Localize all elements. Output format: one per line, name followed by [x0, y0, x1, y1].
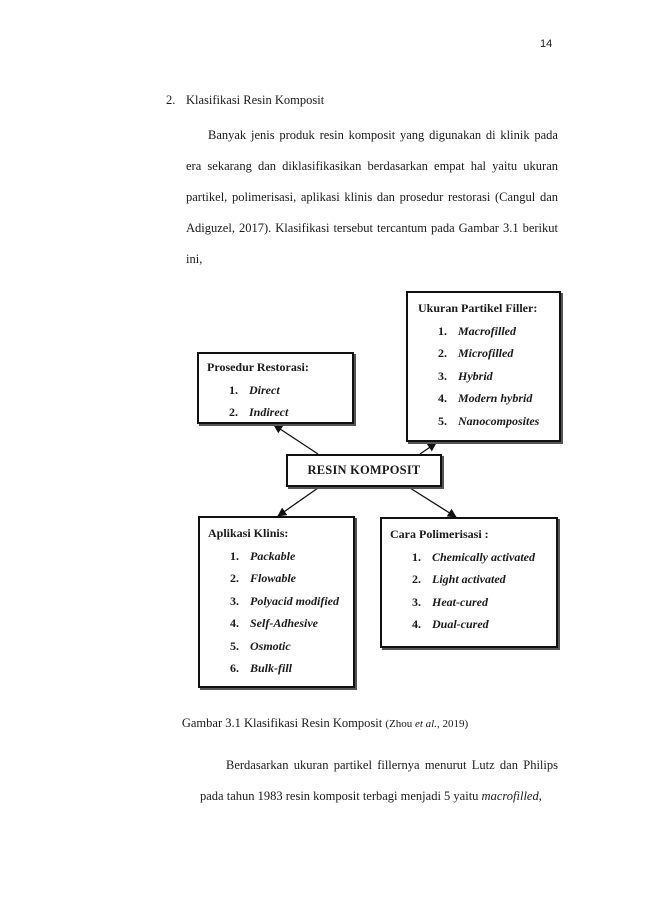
item-number: 1. — [412, 549, 421, 564]
item-number: 6. — [230, 661, 239, 676]
item-number: 4. — [412, 617, 421, 632]
connector-to-cara — [410, 488, 456, 517]
item-number: 2. — [229, 405, 238, 420]
caption-label: Gambar 3.1 Klasifikasi Resin Komposit — [181, 716, 383, 730]
item-text: Dual-cured — [432, 617, 489, 632]
item-text: Hybrid — [458, 368, 493, 383]
paragraph-2-italic: macrofilled, — [481, 789, 542, 803]
item-number: 1. — [230, 548, 239, 563]
item-number: 3. — [438, 368, 447, 383]
item-number: 2. — [230, 571, 239, 586]
body-paragraph-2 — [200, 750, 558, 812]
item-number: 3. — [230, 593, 239, 608]
list-item — [230, 658, 345, 681]
ukuran-list — [418, 320, 551, 433]
item-text: Light activated — [432, 572, 506, 587]
cara-title: Cara Polimerisasi : — [390, 527, 489, 541]
list-item — [230, 613, 345, 636]
citation-etal: et al. — [414, 718, 437, 730]
item-text: Self-Adhesive — [250, 616, 318, 631]
connector-to-ukuran — [420, 443, 436, 454]
page-number: 14 — [540, 38, 553, 50]
item-text: Indirect — [249, 405, 289, 420]
figure-caption — [0, 716, 650, 731]
box-resin-komposit — [286, 454, 442, 487]
item-number: 5. — [438, 413, 447, 428]
connector-to-aplikasi — [278, 488, 318, 516]
item-number: 5. — [230, 638, 239, 653]
center-label: RESIN KOMPOSIT — [307, 463, 421, 477]
item-number: 1. — [438, 323, 447, 338]
item-text: Modern hybrid — [458, 391, 533, 406]
cara-list — [390, 546, 548, 636]
item-number: 4. — [438, 391, 447, 406]
item-text: Flowable — [250, 571, 297, 586]
aplikasi-list — [208, 545, 345, 680]
section-title: Klasifikasi Resin Komposit — [186, 93, 325, 107]
box-aplikasi-klinis — [198, 516, 355, 688]
paragraph-1-text: Banyak jenis produk resin komposit yang digunakan di klinik pada era sekarang dan diklasifikasikan berdasarkan empat hal yaitu ukuran partikel, polimerisasi, aplikasi klinis dan prosedur restorasi (Cangul dan Adiguzel, 2017). Klasifikasi tersebut tercantum pada Gambar 3.1 berikut ini, — [186, 128, 558, 266]
section-number: 2. — [166, 93, 176, 107]
caption-citation — [385, 718, 468, 730]
item-text: Microfilled — [458, 346, 514, 361]
item-text: Macrofilled — [458, 323, 516, 338]
list-item — [229, 379, 344, 402]
ukuran-title: Ukuran Partikel Filler: — [418, 301, 538, 315]
list-item — [230, 568, 345, 591]
list-item — [438, 410, 551, 433]
item-text: Osmotic — [250, 638, 291, 653]
item-text: Bulk-fill — [250, 661, 293, 676]
list-item — [229, 402, 344, 425]
list-item — [230, 545, 345, 568]
item-text: Direct — [249, 382, 280, 397]
citation-author: (Zhou — [385, 718, 413, 730]
section-heading — [166, 93, 324, 108]
list-item — [412, 591, 548, 614]
item-text: Nanocomposites — [458, 413, 540, 428]
list-item — [412, 569, 548, 592]
item-number: 1. — [229, 382, 238, 397]
paragraph-2-text: Berdasarkan ukuran partikel fillernya menurut Lutz dan Philips pada tahun 1983 resin komposit terbagi menjadi 5 yaitu — [200, 758, 558, 803]
list-item — [230, 635, 345, 658]
prosedur-list — [207, 379, 344, 424]
aplikasi-title: Aplikasi Klinis: — [208, 526, 289, 540]
body-paragraph-1 — [186, 120, 558, 275]
box-prosedur-restorasi — [197, 352, 354, 424]
list-item — [230, 590, 345, 613]
item-text: Chemically activated — [432, 549, 535, 564]
list-item — [438, 343, 551, 366]
citation-year: , 2019) — [436, 718, 469, 730]
box-ukuran-partikel-filler — [406, 291, 561, 442]
item-number: 3. — [412, 594, 421, 609]
item-number: 2. — [438, 346, 447, 361]
prosedur-title: Prosedur Restorasi: — [207, 360, 309, 374]
list-item — [438, 320, 551, 343]
box-cara-polimerisasi — [380, 517, 558, 648]
list-item — [412, 614, 548, 637]
item-text: Packable — [250, 548, 296, 563]
connector-to-prosedur — [274, 425, 318, 454]
list-item — [412, 546, 548, 569]
item-number: 4. — [230, 616, 239, 631]
item-text: Polyacid modified — [250, 593, 339, 608]
item-number: 2. — [412, 572, 421, 587]
list-item — [438, 365, 551, 388]
item-text: Heat-cured — [432, 594, 488, 609]
list-item — [438, 388, 551, 411]
